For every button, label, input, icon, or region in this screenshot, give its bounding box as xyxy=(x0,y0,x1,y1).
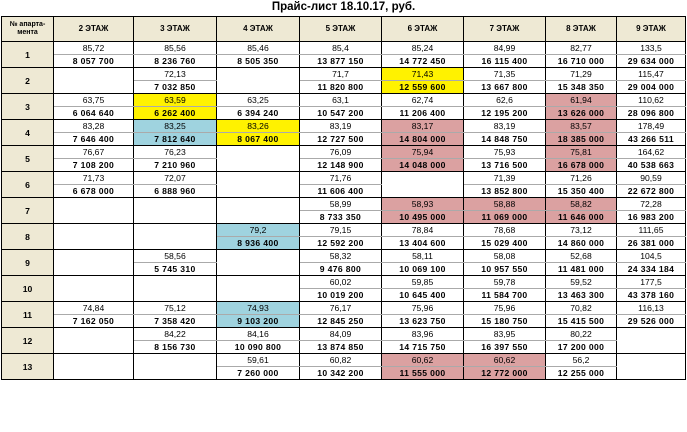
area-cell: 63,25 xyxy=(217,94,300,107)
price-cell: 15 180 750 xyxy=(464,315,546,328)
apartment-number: 3 xyxy=(2,94,54,120)
price-cell: 11 206 400 xyxy=(382,107,464,120)
price-cell: 16 115 400 xyxy=(464,55,546,68)
empty-cell xyxy=(134,198,217,224)
price-cell: 13 626 000 xyxy=(546,107,617,120)
apartment-number: 10 xyxy=(2,276,54,302)
area-cell: 59,85 xyxy=(382,276,464,289)
price-cell: 12 727 500 xyxy=(300,133,382,146)
table-row-price xyxy=(2,107,686,120)
empty-cell xyxy=(217,146,300,172)
area-cell: 84,99 xyxy=(464,42,546,55)
price-cell: 12 592 200 xyxy=(300,237,382,250)
price-cell: 5 745 310 xyxy=(134,263,217,276)
price-cell: 14 715 750 xyxy=(382,341,464,354)
empty-cell xyxy=(54,276,134,302)
table-row-price xyxy=(2,133,686,146)
floor-header: 9 ЭТАЖ xyxy=(617,17,686,42)
area-cell: 71,43 xyxy=(382,68,464,81)
price-cell: 8 733 350 xyxy=(300,211,382,224)
area-cell: 84,16 xyxy=(217,328,300,341)
area-cell: 58,11 xyxy=(382,250,464,263)
table-row-area xyxy=(2,198,686,211)
price-cell: 7 646 400 xyxy=(54,133,134,146)
price-cell: 7 358 420 xyxy=(134,315,217,328)
price-cell: 11 606 400 xyxy=(300,185,382,198)
price-cell: 6 394 240 xyxy=(217,107,300,120)
price-cell: 8 057 700 xyxy=(54,55,134,68)
area-cell: 71,26 xyxy=(546,172,617,185)
apartment-number: 6 xyxy=(2,172,54,198)
price-cell: 10 342 200 xyxy=(300,367,382,380)
area-cell: 59,78 xyxy=(464,276,546,289)
price-cell: 26 381 000 xyxy=(617,237,686,250)
price-cell: 14 848 750 xyxy=(464,133,546,146)
price-cell: 9 476 800 xyxy=(300,263,382,276)
price-cell: 28 096 800 xyxy=(617,107,686,120)
area-cell: 71,73 xyxy=(54,172,134,185)
empty-cell xyxy=(134,224,217,250)
empty-cell xyxy=(217,172,300,198)
price-cell: 15 029 400 xyxy=(464,237,546,250)
empty-cell xyxy=(217,250,300,276)
table-row-area xyxy=(2,42,686,55)
area-cell: 83,96 xyxy=(382,328,464,341)
area-cell: 104,5 xyxy=(617,250,686,263)
area-cell: 58,88 xyxy=(464,198,546,211)
apartment-number: 8 xyxy=(2,224,54,250)
area-cell: 61,94 xyxy=(546,94,617,107)
price-cell: 13 716 500 xyxy=(464,159,546,172)
area-cell: 71,76 xyxy=(300,172,382,185)
price-cell: 29 634 000 xyxy=(617,55,686,68)
area-cell: 82,77 xyxy=(546,42,617,55)
area-cell: 78,84 xyxy=(382,224,464,237)
empty-cell xyxy=(54,328,134,354)
area-cell: 74,84 xyxy=(54,302,134,315)
area-cell: 70,82 xyxy=(546,302,617,315)
price-cell: 10 069 100 xyxy=(382,263,464,276)
area-cell: 79,2 xyxy=(217,224,300,237)
price-cell: 14 804 000 xyxy=(382,133,464,146)
price-cell: 10 090 800 xyxy=(217,341,300,354)
price-cell: 12 559 600 xyxy=(382,81,464,94)
area-cell: 83,57 xyxy=(546,120,617,133)
price-cell: 15 415 500 xyxy=(546,315,617,328)
price-cell: 8 505 350 xyxy=(217,55,300,68)
table-row-price xyxy=(2,159,686,172)
price-cell: 22 672 800 xyxy=(617,185,686,198)
area-cell: 83,17 xyxy=(382,120,464,133)
area-cell: 76,23 xyxy=(134,146,217,159)
price-cell: 11 584 700 xyxy=(464,289,546,302)
floor-header: 6 ЭТАЖ xyxy=(382,17,464,42)
apartment-number: 4 xyxy=(2,120,54,146)
price-cell: 16 678 000 xyxy=(546,159,617,172)
area-cell: 85,56 xyxy=(134,42,217,55)
price-cell: 7 260 000 xyxy=(217,367,300,380)
price-table xyxy=(1,16,686,380)
area-cell: 76,17 xyxy=(300,302,382,315)
apartment-header-line1: № апарта- xyxy=(9,20,46,28)
area-cell: 76,67 xyxy=(54,146,134,159)
page-title: Прайс-лист 18.10.17, руб. xyxy=(271,1,416,13)
apartment-number: 11 xyxy=(2,302,54,328)
price-cell: 43 378 160 xyxy=(617,289,686,302)
area-cell: 58,08 xyxy=(464,250,546,263)
floor-header: 3 ЭТАЖ xyxy=(134,17,217,42)
area-cell: 58,93 xyxy=(382,198,464,211)
price-cell: 15 348 350 xyxy=(546,81,617,94)
area-cell: 58,32 xyxy=(300,250,382,263)
price-cell: 11 646 000 xyxy=(546,211,617,224)
area-cell: 60,62 xyxy=(464,354,546,367)
price-cell: 6 678 000 xyxy=(54,185,134,198)
empty-cell xyxy=(382,172,464,198)
price-cell: 6 888 960 xyxy=(134,185,217,198)
price-cell: 7 162 050 xyxy=(54,315,134,328)
area-cell: 111,65 xyxy=(617,224,686,237)
area-cell: 76,09 xyxy=(300,146,382,159)
table-row-price xyxy=(2,185,686,198)
price-cell: 10 957 550 xyxy=(464,263,546,276)
area-cell: 164,62 xyxy=(617,146,686,159)
empty-cell xyxy=(617,354,686,380)
price-cell: 16 397 550 xyxy=(464,341,546,354)
apartment-number: 5 xyxy=(2,146,54,172)
table-row-area xyxy=(2,354,686,367)
table-row-area xyxy=(2,146,686,159)
price-cell: 8 236 760 xyxy=(134,55,217,68)
area-cell: 83,19 xyxy=(464,120,546,133)
area-cell: 59,52 xyxy=(546,276,617,289)
area-cell: 177,5 xyxy=(617,276,686,289)
area-cell: 59,61 xyxy=(217,354,300,367)
price-cell: 40 538 663 xyxy=(617,159,686,172)
price-cell: 10 645 400 xyxy=(382,289,464,302)
empty-cell xyxy=(217,68,300,94)
area-cell: 62,6 xyxy=(464,94,546,107)
area-cell: 74,93 xyxy=(217,302,300,315)
price-cell: 43 266 511 xyxy=(617,133,686,146)
price-cell: 29 526 000 xyxy=(617,315,686,328)
empty-cell xyxy=(617,328,686,354)
apartment-number: 2 xyxy=(2,68,54,94)
area-cell: 83,25 xyxy=(134,120,217,133)
price-cell: 8 156 730 xyxy=(134,341,217,354)
table-row-area xyxy=(2,302,686,315)
price-cell: 8 067 400 xyxy=(217,133,300,146)
price-cell: 12 255 000 xyxy=(546,367,617,380)
area-cell: 62,74 xyxy=(382,94,464,107)
area-cell: 60,62 xyxy=(382,354,464,367)
empty-cell xyxy=(54,354,134,380)
price-cell: 14 772 450 xyxy=(382,55,464,68)
price-cell: 6 262 400 xyxy=(134,107,217,120)
area-cell: 84,09 xyxy=(300,328,382,341)
price-cell: 10 547 200 xyxy=(300,107,382,120)
price-cell: 11 820 800 xyxy=(300,81,382,94)
area-cell: 71,29 xyxy=(546,68,617,81)
area-cell: 85,46 xyxy=(217,42,300,55)
price-cell: 7 812 640 xyxy=(134,133,217,146)
table-row-area xyxy=(2,328,686,341)
area-cell: 75,81 xyxy=(546,146,617,159)
price-cell: 13 404 600 xyxy=(382,237,464,250)
price-cell: 12 772 000 xyxy=(464,367,546,380)
price-cell: 10 495 000 xyxy=(382,211,464,224)
price-cell: 16 983 200 xyxy=(617,211,686,224)
empty-cell xyxy=(54,250,134,276)
price-cell: 13 852 800 xyxy=(464,185,546,198)
apartment-number: 9 xyxy=(2,250,54,276)
apartment-number: 7 xyxy=(2,198,54,224)
price-cell: 13 877 150 xyxy=(300,55,382,68)
floor-header: 7 ЭТАЖ xyxy=(464,17,546,42)
area-cell: 71,7 xyxy=(300,68,382,81)
price-cell: 14 860 000 xyxy=(546,237,617,250)
area-cell: 83,19 xyxy=(300,120,382,133)
table-row-area xyxy=(2,276,686,289)
area-cell: 78,68 xyxy=(464,224,546,237)
price-cell: 18 385 000 xyxy=(546,133,617,146)
price-cell: 12 148 900 xyxy=(300,159,382,172)
empty-cell xyxy=(217,276,300,302)
price-cell: 11 555 000 xyxy=(382,367,464,380)
price-cell: 7 032 850 xyxy=(134,81,217,94)
area-cell: 71,35 xyxy=(464,68,546,81)
table-row-area xyxy=(2,224,686,237)
area-cell: 60,02 xyxy=(300,276,382,289)
area-cell: 110,62 xyxy=(617,94,686,107)
area-cell: 116,13 xyxy=(617,302,686,315)
floor-header: 5 ЭТАЖ xyxy=(300,17,382,42)
area-cell: 85,72 xyxy=(54,42,134,55)
price-cell: 7 108 200 xyxy=(54,159,134,172)
area-cell: 178,49 xyxy=(617,120,686,133)
apartment-header-line2: мента xyxy=(17,29,38,36)
area-cell: 63,75 xyxy=(54,94,134,107)
price-cell: 11 481 000 xyxy=(546,263,617,276)
price-cell: 13 463 300 xyxy=(546,289,617,302)
price-cell: 12 195 200 xyxy=(464,107,546,120)
area-cell: 90,59 xyxy=(617,172,686,185)
area-cell: 83,28 xyxy=(54,120,134,133)
empty-cell xyxy=(134,354,217,380)
area-cell: 75,93 xyxy=(464,146,546,159)
price-cell: 8 936 400 xyxy=(217,237,300,250)
table-row-price xyxy=(2,55,686,68)
table-row-area xyxy=(2,68,686,81)
price-cell: 7 210 960 xyxy=(134,159,217,172)
price-cell: 14 048 000 xyxy=(382,159,464,172)
area-cell: 133,5 xyxy=(617,42,686,55)
price-cell: 6 064 640 xyxy=(54,107,134,120)
area-cell: 80,22 xyxy=(546,328,617,341)
area-cell: 115,47 xyxy=(617,68,686,81)
area-cell: 58,82 xyxy=(546,198,617,211)
area-cell: 73,12 xyxy=(546,224,617,237)
price-cell: 15 350 400 xyxy=(546,185,617,198)
area-cell: 52,68 xyxy=(546,250,617,263)
empty-cell xyxy=(54,68,134,94)
area-cell: 75,96 xyxy=(382,302,464,315)
empty-cell xyxy=(217,198,300,224)
table-row-area xyxy=(2,250,686,263)
price-cell: 11 069 000 xyxy=(464,211,546,224)
area-cell: 83,26 xyxy=(217,120,300,133)
empty-cell xyxy=(54,224,134,250)
price-cell: 17 200 000 xyxy=(546,341,617,354)
header-row xyxy=(2,17,686,42)
area-cell: 85,24 xyxy=(382,42,464,55)
table-row-area xyxy=(2,120,686,133)
area-cell: 72,28 xyxy=(617,198,686,211)
floor-header: 2 ЭТАЖ xyxy=(54,17,134,42)
area-cell: 85,4 xyxy=(300,42,382,55)
floor-header: 4 ЭТАЖ xyxy=(217,17,300,42)
floor-header: 8 ЭТАЖ xyxy=(546,17,617,42)
price-cell: 13 623 750 xyxy=(382,315,464,328)
price-cell: 13 667 800 xyxy=(464,81,546,94)
empty-cell xyxy=(134,276,217,302)
price-cell: 24 334 184 xyxy=(617,263,686,276)
area-cell: 58,99 xyxy=(300,198,382,211)
area-cell: 79,15 xyxy=(300,224,382,237)
area-cell: 72,13 xyxy=(134,68,217,81)
table-row-area xyxy=(2,172,686,185)
table-body xyxy=(2,42,686,380)
price-cell: 29 004 000 xyxy=(617,81,686,94)
price-cell: 9 103 200 xyxy=(217,315,300,328)
area-cell: 71,39 xyxy=(464,172,546,185)
empty-cell xyxy=(54,198,134,224)
area-cell: 75,12 xyxy=(134,302,217,315)
apartment-number: 12 xyxy=(2,328,54,354)
apartment-number-header xyxy=(2,17,54,42)
area-cell: 72,07 xyxy=(134,172,217,185)
area-cell: 83,95 xyxy=(464,328,546,341)
apartment-number: 1 xyxy=(2,42,54,68)
area-cell: 75,96 xyxy=(464,302,546,315)
area-cell: 63,59 xyxy=(134,94,217,107)
area-cell: 58,56 xyxy=(134,250,217,263)
area-cell: 84,22 xyxy=(134,328,217,341)
price-cell: 12 845 250 xyxy=(300,315,382,328)
table-row-area xyxy=(2,94,686,107)
area-cell: 60,82 xyxy=(300,354,382,367)
table-row-price xyxy=(2,315,686,328)
price-cell: 16 710 000 xyxy=(546,55,617,68)
apartment-number: 13 xyxy=(2,354,54,380)
price-cell: 13 874 850 xyxy=(300,341,382,354)
area-cell: 56,2 xyxy=(546,354,617,367)
price-cell: 10 019 200 xyxy=(300,289,382,302)
area-cell: 63,1 xyxy=(300,94,382,107)
area-cell: 75,94 xyxy=(382,146,464,159)
